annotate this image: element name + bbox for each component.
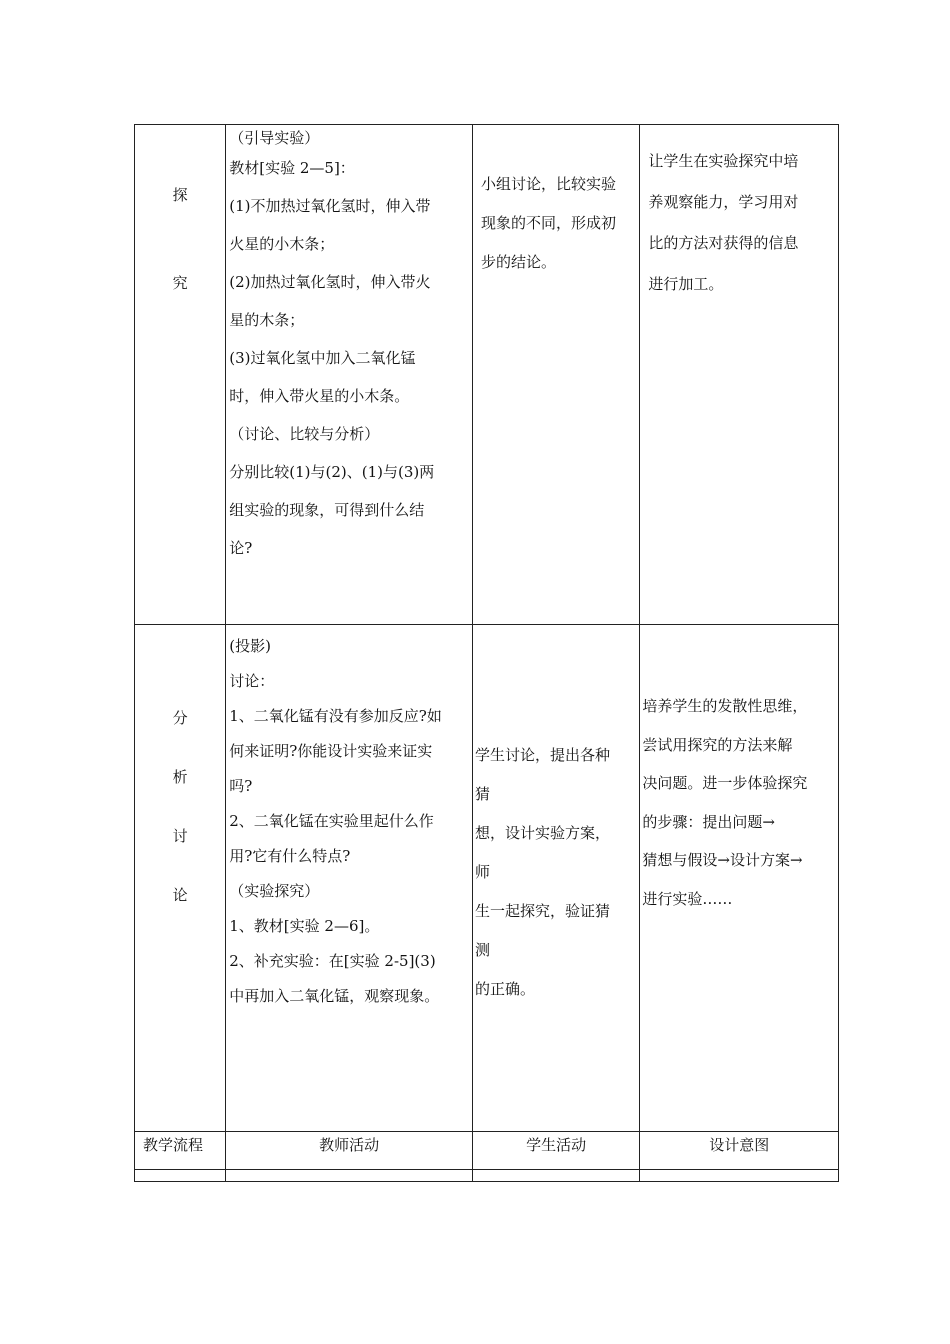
text-line: 尝试用探究的方法来解 (642, 735, 793, 754)
stage-char: 论 (172, 886, 188, 904)
header-design-intent: 设计意图 (640, 1132, 839, 1170)
student-activity-cell (472, 625, 639, 1182)
text-line: 步的结论。 (480, 253, 556, 271)
lesson-plan-table (134, 124, 839, 1182)
text-line: 用?它有什么特点? (229, 847, 351, 865)
text-line: 时，伸入带火星的小木条。 (229, 387, 410, 405)
text-line: （讨论、比较与分析） (229, 425, 380, 443)
header-row (135, 1132, 839, 1170)
text-line: 1、二氧化锰有没有参加反应?如 (229, 707, 442, 725)
text-line: 的步骤：提出问题→ (642, 812, 775, 831)
text-line: 培养学生的发散性思维， (642, 697, 808, 715)
design-intent-cell (640, 625, 839, 1182)
stage-char: 分 (172, 709, 188, 727)
text-line: 养观察能力，学习用对 (648, 193, 799, 211)
text-line: 2、补充实验：在[实验 2-5](3) (229, 952, 436, 970)
text-line: 中再加入二氧化锰，观察现象。 (229, 987, 440, 1005)
text-line: 让学生在实验探究中培 (648, 152, 799, 170)
stage-char: 究 (172, 274, 188, 292)
header-teaching-flow: 教学流程 (135, 1132, 226, 1170)
text-line: 小组讨论，比较实验 (480, 175, 616, 193)
text-line: 1、教材[实验 2—6]。 (229, 917, 380, 935)
text-line: 何来证明?你能设计实验来证实 (229, 742, 433, 760)
text-line: (2)加热过氧化氢时，伸入带火 (229, 273, 431, 291)
teacher-activity-cell (226, 625, 473, 1182)
text-line: （实验探究） (229, 882, 320, 900)
text-line: (3)过氧化氢中加入二氧化锰 (229, 349, 416, 367)
text-line: 讨论： (229, 672, 275, 690)
text-line: 学生讨论，提出各种 (474, 746, 610, 764)
text-line: 2、二氧化锰在实验里起什么作 (229, 812, 434, 830)
text-line: 师 (474, 863, 490, 881)
text-line: 测 (474, 941, 490, 959)
text-line: 猜 (474, 785, 490, 803)
table-row (135, 125, 839, 625)
header-student-activity: 学生活动 (472, 1132, 639, 1170)
stage-cell (135, 125, 226, 625)
header-table (134, 1131, 839, 1170)
stage-char: 讨 (172, 827, 188, 845)
teacher-activity-cell (226, 125, 473, 625)
text-line: 的正确。 (474, 980, 535, 998)
text-line: （引导实验） (229, 129, 320, 147)
text-line: 论? (229, 539, 253, 557)
text-line: 吗? (229, 777, 253, 795)
stage-cell (135, 625, 226, 1182)
text-line: (投影) (229, 637, 271, 655)
design-intent-cell (640, 125, 839, 625)
text-line: 决问题。进一步体验探究 (642, 774, 808, 792)
text-line: 比的方法对获得的信息 (648, 234, 799, 252)
text-line: 现象的不同，形成初 (480, 214, 616, 232)
text-line: 生一起探究，验证猜 (474, 902, 610, 920)
text-line: 想，设计实验方案， (474, 824, 610, 842)
text-line: 星的木条； (229, 311, 305, 329)
student-activity-cell (472, 125, 639, 625)
stage-char: 析 (172, 768, 188, 786)
text-line: 猜想与假设→设计方案→ (642, 851, 803, 869)
text-line: 进行加工。 (648, 275, 724, 293)
header-teacher-activity: 教师活动 (226, 1132, 473, 1170)
table-row (135, 625, 839, 1182)
text-line: 进行实验…… (642, 889, 733, 908)
text-line: 教材[实验 2—5]： (229, 159, 355, 177)
text-line: (1)不加热过氧化氢时，伸入带 (229, 197, 431, 215)
stage-char: 探 (172, 186, 188, 204)
text-line: 分别比较(1)与(2)、(1)与(3)两 (229, 463, 435, 481)
text-line: 火星的小木条； (229, 235, 335, 253)
text-line: 组实验的现象，可得到什么结 (229, 501, 425, 519)
